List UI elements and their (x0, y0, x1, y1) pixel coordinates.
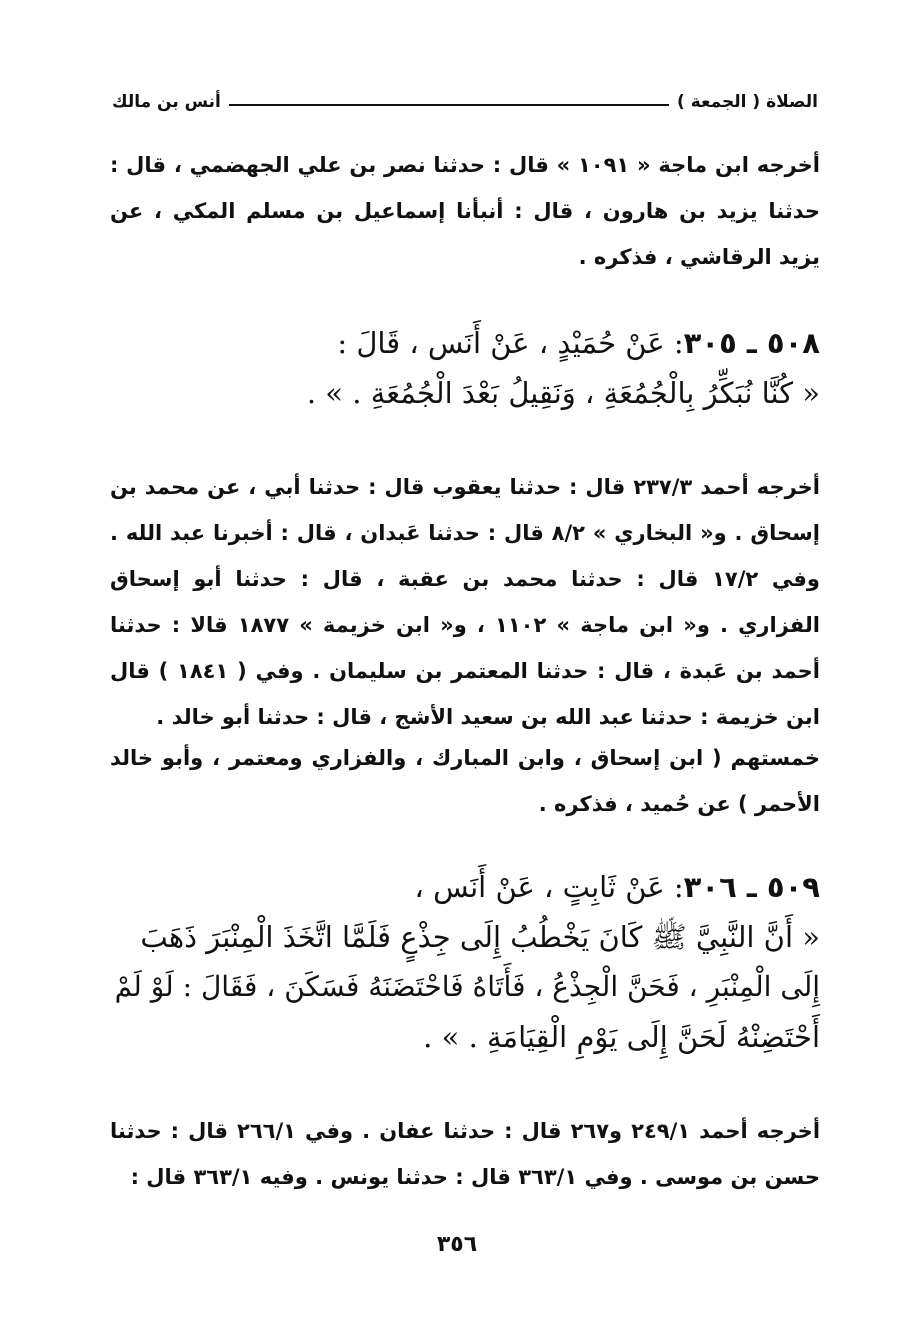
hadith-text-line: : عَنْ حُمَيْدٍ ، عَنْ أَنَس ، قَالَ : (337, 326, 684, 360)
section-title: الصلاة ( الجمعة ) (677, 92, 818, 112)
hadith-number: ٥٠٩ ـ ٣٠٦ (683, 870, 820, 904)
narrator-title: أنس بن مالك (112, 92, 221, 112)
hadith-number: ٥٠٨ ـ ٣٠٥ (683, 326, 820, 360)
header-rule (229, 104, 669, 106)
hadith-block (110, 862, 820, 1062)
commentary-paragraph: أخرجه أحمد ٢٤٩/١ و٢٦٧ قال : حدثنا عفان . وفي ٢٦٦/١ قال : حدثنا حسن بن موسى . وفي ٣٦٣/١ قال : حدثنا يونس . وفيه ٣٦٣/١ قال : (110, 1119, 821, 1189)
commentary-paragraph: أخرجه ابن ماجة « ١٠٩١ » قال : حدثنا نصر بن علي الجهضمي ، قال : حدثنا يزيد بن هارون ، قال : أنبأنا إسماعيل بن مسلم المكي ، عن يزيد الرقاشي ، فذكره . (110, 153, 820, 269)
hadith-block (110, 318, 820, 418)
running-header (112, 88, 818, 112)
commentary-paragraph: أخرجه أحمد ٢٣٧/٣ قال : حدثنا يعقوب قال : حدثنا أبي ، عن محمد بن إسحاق . و« البخاري » ٨/٢ قال : حدثنا عَبدان ، قال : أخبرنا عبد الله . وفي ١٧/٢ قال : حدثنا محمد بن عقبة ، قال : حدثنا أبو إسحاق الفزاري . و« ابن ماجة » ١١٠٢ ، و« ابن خزيمة » ١٨٧٧ قالا : حدثنا أحمد بن عَبدة ، قال : حدثنا المعتمر بن سليمان . وفي ( ١٨٤١ ) قال ابن خزيمة : حدثنا عبد الله بن سعيد الأشج ، قال : حدثنا أبو خالد . (110, 475, 821, 729)
hadith-text-line: : عَنْ ثَابِتٍ ، عَنْ أَنَس ، (414, 870, 684, 904)
hadith-text-line: « كُنَّا نُبَكِّرُ بِالْجُمُعَةِ ، وَنَقِيلُ بَعْدَ الْجُمُعَةِ . » . (306, 376, 820, 410)
hadith-text-line: إِلَى الْمِنْبَرِ ، فَحَنَّ الْجِذْعُ ، فَأَتَاهُ فَاحْتَضَنَهُ فَسَكَنَ ، فَقَالَ : لَوْ لَمْ (114, 970, 820, 1003)
commentary-paragraph: خمستهم ( ابن إسحاق ، وابن المبارك ، والفزاري ومعتمر ، وأبو خالد الأحمر ) عن حُميد ، فذكره . (110, 746, 820, 816)
hadith-first-line (110, 862, 820, 912)
hadith-text-line: « أَنَّ النَّبِيَّ ﷺ كَانَ يَخْطُبُ إِلَى جِذْعٍ فَلَمَّا اتَّخَذَ الْمِنْبَرَ ذَهَبَ (140, 920, 820, 954)
hadith-first-line (110, 318, 820, 368)
hadith-text-line: أَحْتَضِنْهُ لَحَنَّ إِلَى يَوْمِ الْقِيَامَةِ . » . (423, 1020, 820, 1054)
page-number: ٣٥٦ (436, 1232, 478, 1257)
